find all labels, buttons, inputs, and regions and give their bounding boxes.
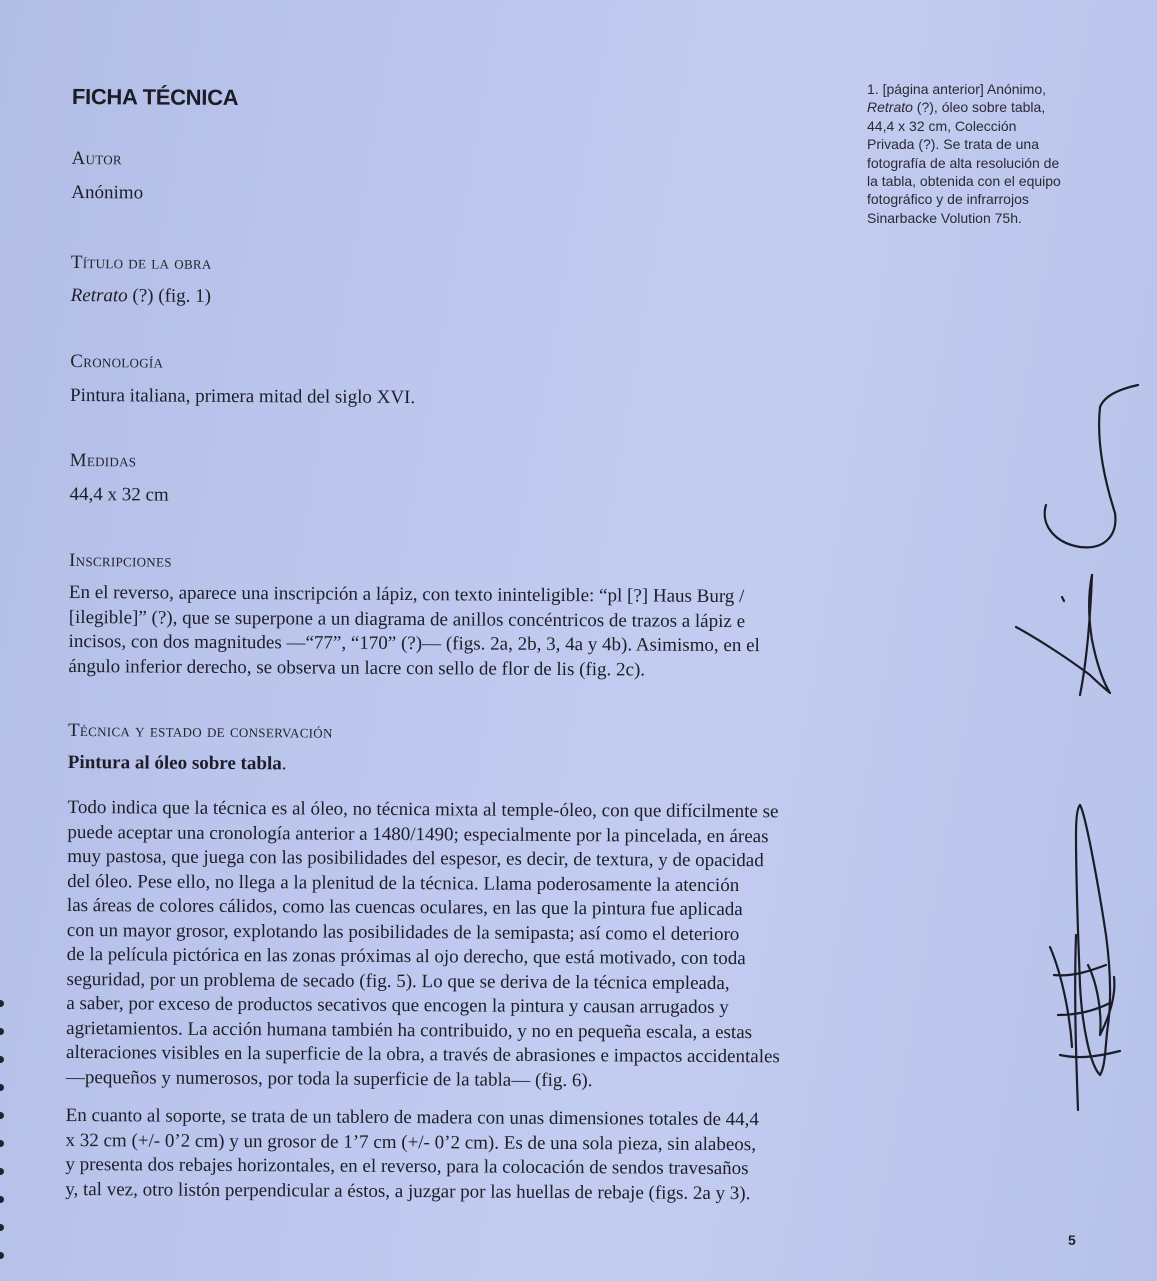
text-line: En el reverso, aparece una inscripción a lápiz, con texto ininteligible: “pl [?] Haus Burg /: [68, 581, 745, 608]
main-column: [65, 82, 842, 1207]
text-line: puede aceptar una cronología anterior a 1480/1490; especialmente por la pincelada, en áreas: [67, 821, 769, 847]
subheading-tecnica-bold: Pintura al óleo sobre tabla: [67, 751, 282, 775]
paragraph-inscripciones: [68, 581, 839, 684]
text-line: con un mayor grosor, explotando las posibilidades de la semipasta; así como el deterioro: [66, 919, 740, 945]
value-medidas: 44,4 x 32 cm: [69, 483, 169, 506]
paragraph-tecnica-1: [66, 796, 838, 1095]
value-titulo-rest: (?) (fig. 1): [127, 285, 212, 307]
text-line: Todo indica que la técnica es al óleo, no técnica mixta al temple-óleo, con que difícilmente se: [67, 796, 779, 823]
heading-medidas: Medidas: [69, 449, 137, 472]
text-line: alteraciones visibles en la superficie de la obra, a través de abrasiones e impactos accidentales: [66, 1041, 780, 1068]
text-line: incisos, con dos magnitudes —“77”, “170” (?)— (figs. 2a, 2b, 3, 4a y 4b). Asimismo, en el: [68, 630, 760, 657]
text-line: de la película pictórica en las zonas próximas al ojo derecho, que está motivado, con toda: [66, 943, 746, 970]
document-title: FICHA TÉCNICA: [71, 83, 239, 111]
value-titulo-italic: Retrato: [70, 284, 128, 307]
text-line: a saber, por exceso de productos secativos que encogen la pintura y causan arrugados y: [66, 992, 729, 1019]
footnote-line: Privada (?). Se trata de una: [867, 136, 1039, 153]
footnote-line: fotográfico y de infrarrojos: [867, 191, 1029, 208]
text-line: del óleo. Pese ello, no llega a la plenitud de la técnica. Llama poderosamente la atención: [67, 870, 740, 896]
text-line: seguridad, por un problema de secado (fig. 5). Lo que se deriva de la técnica empleada,: [66, 968, 730, 994]
value-autor: Anónimo: [71, 181, 144, 204]
signature-stroke: [1016, 575, 1110, 693]
footnote-italic: Retrato: [867, 99, 913, 116]
footnote-line: [867, 98, 1099, 116]
heading-inscripciones: Inscripciones: [69, 549, 172, 572]
handwritten-signature: [1010, 375, 1157, 1135]
footnote-line: Sinarbacke Volution 75h.: [867, 209, 1022, 226]
footnote-text: (?), óleo sobre tabla,: [912, 99, 1046, 116]
text-line: [ilegible]” (?), que se superpone a un diagrama de anillos concéntricos de trazos a lápiz e: [68, 606, 746, 632]
binding-holes: [0, 1000, 8, 1281]
text-line: las áreas de colores cálidos, como las cuencas oculares, en las que la pintura fue aplicada: [66, 894, 743, 921]
text-line: muy pastosa, que juega con las posibilidades del espesor, es decir, de textura, y de opacidad: [67, 845, 764, 872]
text-line: ángulo inferior derecho, se observa un lacre con sello de flor de lis (fig. 2c).: [68, 655, 646, 681]
signature-stroke: [1062, 597, 1064, 601]
paragraph-tecnica-2: [65, 1104, 836, 1207]
text-line: x 32 cm (+/- 0’2 cm) y un grosor de 1’7 cm (+/- 0’2 cm). Es de una sola pieza, sin alabeos,: [65, 1129, 757, 1155]
subheading-tecnica-end: .: [281, 753, 287, 775]
page-number: 5: [1068, 1232, 1076, 1248]
text-line: En cuanto al soporte, se trata de un tablero de madera con unas dimensiones totales de 44,4: [65, 1104, 760, 1131]
heading-titulo: Título de la obra: [70, 251, 212, 274]
signature-stroke: [1075, 935, 1078, 1110]
text-line: agrietamientos. La acción humana también ha contribuido, y no en pequeña escala, a estas: [66, 1017, 753, 1043]
footnote-line: 44,4 x 32 cm, Colección: [867, 117, 1017, 134]
footnote-line: fotografía de alta resolución de: [867, 154, 1060, 171]
text-line: y presenta dos rebajes horizontales, en el reverso, para la colocación de sendos travesaños: [65, 1153, 749, 1180]
footnote: [867, 80, 1099, 227]
signature-stroke: [1076, 805, 1110, 1075]
text-line: —pequeños y numerosos, por toda la superficie de la tabla— (fig. 6).: [65, 1066, 593, 1091]
heading-cronologia: Cronología: [70, 350, 164, 373]
signature-stroke: [1045, 385, 1138, 547]
value-titulo: [71, 284, 841, 313]
footnote-line: la tabla, obtenida con el equipo: [867, 173, 1061, 190]
heading-autor: Autor: [71, 147, 122, 170]
value-cronologia: Pintura italiana, primera mitad del siglo XVI.: [70, 384, 416, 409]
footnote-line: 1. [página anterior] Anónimo,: [867, 81, 1047, 97]
heading-tecnica: Técnica y estado de conservación: [67, 719, 333, 743]
text-line: y, tal vez, otro listón perpendicular a éstos, a juzgar por las huellas de rebaje (figs. 2a y 3).: [65, 1178, 751, 1204]
